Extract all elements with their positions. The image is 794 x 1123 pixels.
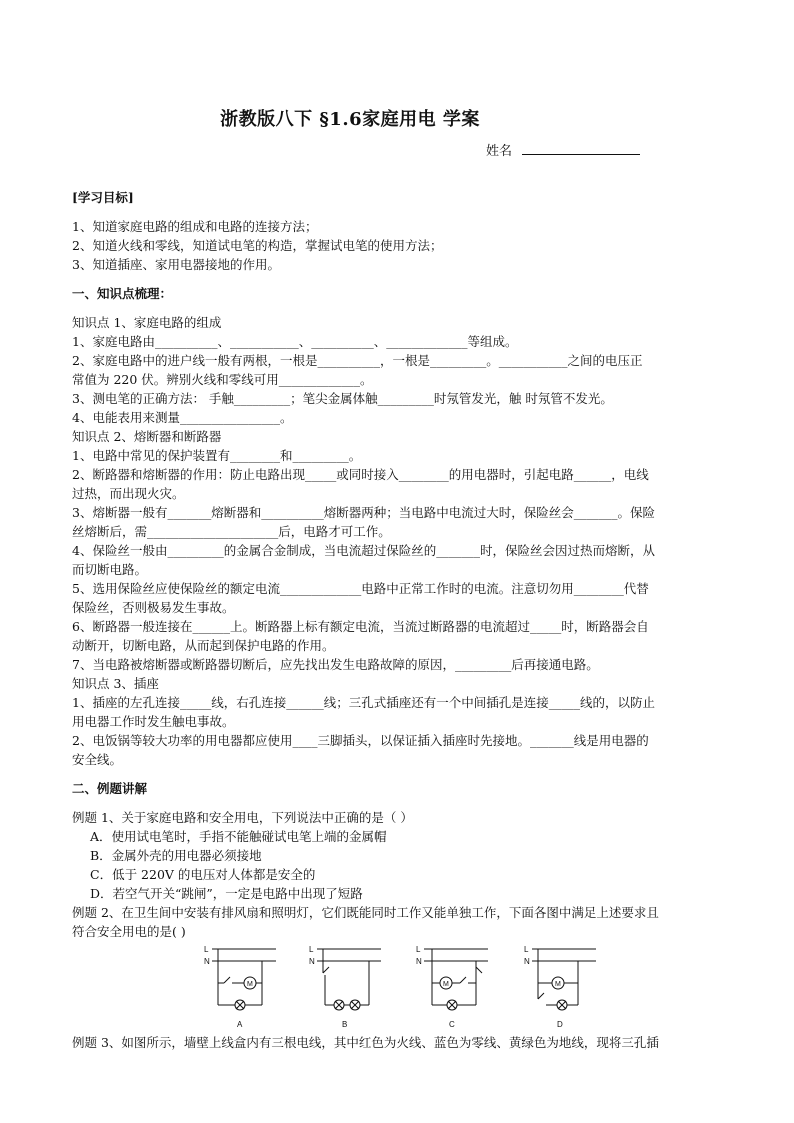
wire-label-l: L bbox=[524, 945, 529, 954]
wire-label-n: N bbox=[204, 957, 210, 966]
kp-line: 过热，而出现火灾。 bbox=[72, 486, 185, 501]
section1-heading: 一、知识点梳理： bbox=[72, 286, 173, 301]
kp-line: 6、断路器一般连接在______上。断路器上标有额定电流，当流过断路器的电流超过_____时，断路器会自 bbox=[72, 619, 649, 634]
wire-label-l: L bbox=[204, 945, 209, 954]
kp-line: 5、选用保险丝应使保险丝的额定电流_____________电路中正常工作时的电流。注意切勿用________代替 bbox=[72, 581, 649, 596]
goals-heading: [学习目标] bbox=[72, 190, 134, 205]
kp-line: 3、测电笔的正确方法： 手触_________；笔尖金属体触_________时氖管发光，触 时氖管不发光。 bbox=[72, 391, 613, 406]
worksheet-body bbox=[72, 188, 722, 1052]
kp-line: 2、电饭锅等较大功率的用电器都应使用____三脚插头，以保证插入插座时先接地。_______线是用电器的 bbox=[72, 733, 649, 748]
kp-line: 1、插座的左孔连接_____线，右孔连接______线；三孔式插座还有一个中间插孔是连接_____线的，以防止 bbox=[72, 695, 655, 710]
example1-option-d: D．若空气开关“跳闸”，一定是电路中出现了短路 bbox=[90, 886, 363, 901]
document-title: 浙教版八下 §1.6家庭用电 学案 bbox=[220, 109, 480, 130]
option-label-d: D bbox=[557, 1020, 563, 1029]
kp-line: 4、保险丝一般由_________的金属合金制成，当电流超过保险丝的_______时，保险丝会因过热而熔断，从 bbox=[72, 543, 655, 558]
circuit-c bbox=[416, 945, 488, 1029]
name-field-row bbox=[486, 140, 640, 159]
example2-question-cont: 符合安全用电的是( ) bbox=[72, 924, 186, 939]
motor-symbol: M bbox=[555, 981, 561, 988]
kp-line: 7、当电路被熔断器或断路器切断后，应先找出发生电路故障的原因，_________后再接通电路。 bbox=[72, 657, 599, 672]
motor-symbol: M bbox=[247, 981, 253, 988]
kp-line: 常值为 220 伏。辨别火线和零线可用_____________。 bbox=[72, 372, 373, 387]
name-label: 姓名 bbox=[486, 144, 513, 159]
option-label-a: A bbox=[237, 1020, 243, 1029]
circuit-diagrams bbox=[72, 941, 722, 1033]
goal-item: 3、知道插座、家用电器接地的作用。 bbox=[72, 257, 280, 272]
circuit-b bbox=[309, 945, 381, 1029]
kp1-heading: 知识点 1、家庭电路的组成 bbox=[72, 315, 222, 330]
kp-line: 1、电路中常见的保护装置有________和_________。 bbox=[72, 448, 362, 463]
kp3-heading: 知识点 3、插座 bbox=[72, 676, 159, 691]
circuit-diagram-figure bbox=[204, 943, 704, 1031]
kp-line: 保险丝，否则极易发生事故。 bbox=[72, 600, 235, 615]
circuit-a bbox=[204, 945, 276, 1029]
goal-item: 1、知道家庭电路的组成和电路的连接方法； bbox=[72, 219, 318, 234]
example1-option-c: C．低于 220V 的电压对人体都是安全的 bbox=[90, 867, 316, 882]
example1-question: 例题 1、关于家庭电路和安全用电，下列说法中正确的是（ ） bbox=[72, 810, 413, 825]
wire-label-n: N bbox=[524, 957, 530, 966]
goal-item: 2、知道火线和零线，知道试电笔的构造，掌握试电笔的使用方法； bbox=[72, 238, 443, 253]
motor-symbol: M bbox=[443, 981, 449, 988]
section2-heading: 二、例题讲解 bbox=[72, 781, 148, 796]
kp-line: 4、电能表用来测量________________。 bbox=[72, 410, 293, 425]
name-blank-line[interactable] bbox=[522, 142, 640, 155]
wire-label-l: L bbox=[309, 945, 314, 954]
option-label-b: B bbox=[342, 1020, 348, 1029]
kp-line: 丝熔断后，需_____________________后，电路才可工作。 bbox=[72, 524, 391, 539]
kp-line: 2、家庭电路中的进户线一般有两根，一根是__________，一根是_________。___________之间的电压正 bbox=[72, 353, 643, 368]
wire-label-n: N bbox=[309, 957, 315, 966]
kp-line: 3、熔断器一般有_______熔断器和__________熔断器两种；当电路中电流过大时，保险丝会_______。保险 bbox=[72, 505, 655, 520]
option-label-c: C bbox=[449, 1020, 455, 1029]
circuit-d bbox=[524, 945, 596, 1029]
wire-label-l: L bbox=[416, 945, 421, 954]
example1-option-a: A．使用试电笔时，手指不能触碰试电笔上端的金属帽 bbox=[90, 829, 387, 844]
example3-question: 例题 3、如图所示，墙壁上线盒内有三根电线，其中红色为火线、蓝色为零线、黄绿色为地线，现将三孔插 bbox=[72, 1035, 659, 1050]
kp-line: 动断开，切断电路，从而起到保护电路的作用。 bbox=[72, 638, 335, 653]
kp-line: 用电器工作时发生触电事故。 bbox=[72, 714, 235, 729]
kp-line: 2、断路器和熔断器的作用：防止电路出现_____或同时接入________的用电器时，引起电路______，电线 bbox=[72, 467, 649, 482]
wire-label-n: N bbox=[416, 957, 422, 966]
example1-option-b: B．金属外壳的用电器必须接地 bbox=[90, 848, 262, 863]
kp-line: 安全线。 bbox=[72, 752, 123, 767]
kp-line: 而切断电路。 bbox=[72, 562, 148, 577]
kp-line: 1、家庭电路由__________、___________、__________、_____________等组成。 bbox=[72, 334, 518, 349]
example2-question: 例题 2、在卫生间中安装有排风扇和照明灯，它们既能同时工作又能单独工作，下面各图中满足上述要求且 bbox=[72, 905, 659, 920]
kp2-heading: 知识点 2、熔断器和断路器 bbox=[72, 429, 222, 444]
